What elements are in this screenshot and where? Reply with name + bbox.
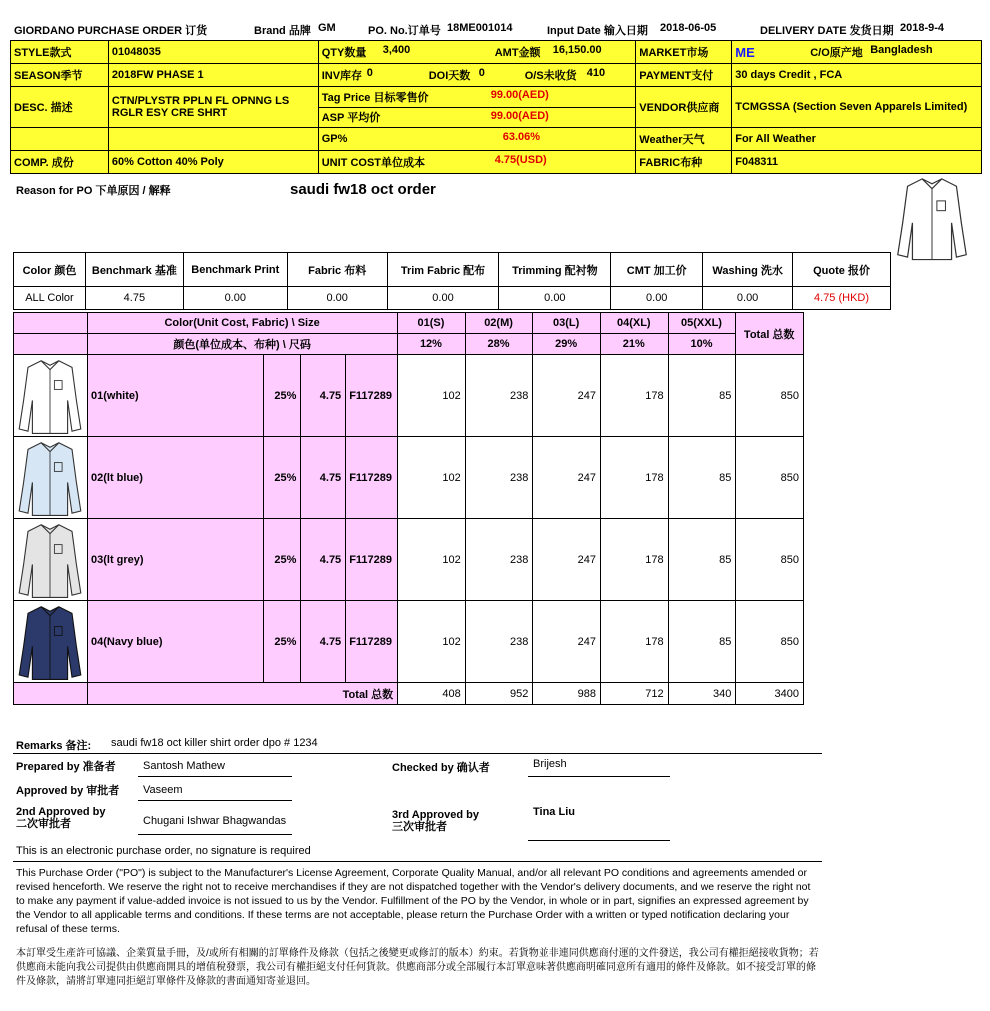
input-date-label: Input Date 输入日期 [547,25,648,37]
swatch-cell [14,437,88,519]
second-approved-label-en: 2nd Approved by [16,806,106,818]
table-row [14,601,804,683]
prepared-value: Santosh Mathew [143,760,225,772]
swatch-cell [14,519,88,601]
desc-value [108,87,318,128]
footer-total: 952 [465,683,533,705]
color-name: 02(lt blue) [88,437,264,519]
doi-label: DOI天数 [428,70,471,82]
second-approved-label [16,806,105,830]
market-label: MARKET市场 [636,41,732,64]
size-header: 04(XL) [600,313,668,334]
benchmark-header: Benchmark Print [183,253,287,287]
payment-label: PAYMENT支付 [636,64,732,87]
reason-value: saudi fw18 oct order [290,181,436,198]
tag-price-cell [318,87,636,108]
benchmark-header: Benchmark 基准 [85,253,183,287]
unit-cost-cell [318,151,636,174]
tag-price-value: 99.00(AED) [490,89,549,101]
benchmark-header: Fabric 布料 [287,253,387,287]
style-value: 01048035 [108,41,318,64]
benchmark-header: Washing 洗水 [703,253,793,287]
brand-value: GM [318,22,336,34]
qty-cell: 85 [668,519,736,601]
remarks-value: saudi fw18 oct killer shirt order dpo # 1234 [111,737,318,749]
qty-cell: 247 [533,601,601,683]
unit-cost-label: UNIT COST单位成本 [321,157,425,169]
color-name: 04(Navy blue) [88,601,264,683]
qty-cell: 247 [533,519,601,601]
color-fabric: F117289 [346,437,398,519]
asp-value: 99.00(AED) [490,109,549,122]
row-total: 850 [736,601,804,683]
os-label: O/S未收货 [524,70,577,82]
vendor-label: VENDOR供应商 [636,87,732,128]
gp-value: 63.06% [502,131,541,143]
benchmark-cell: 0.00 [387,287,499,310]
delivery-date-label: DELIVERY DATE 发货日期 [760,25,894,37]
terms-chinese: 本訂單受生產許可協議、企業質量手冊，及/或所有相關的訂單條件及條款（包括之後變更或修訂的版本）約束。若貨物並非連同供應商付運的文件發送，我公司有權拒絕接收貨物；若供應商未能向我公司提供由供應商開具的增值稅發票，我公司有權拒絕支付任何貨款。供應商部分或全部履行本訂單意味著供應商明確同意所有適用的條件及條款。如不接受訂單的條件及條款，請將訂單連同拒絕訂單條件及條款的書面通知寄並退回。 [16,948,819,987]
benchmark-cell: 4.75 [85,287,183,310]
signature-line [528,776,670,777]
color-cost: 4.75 [301,437,346,519]
qty-cell: 102 [398,601,466,683]
approved-value: Vaseem [143,784,183,796]
qty-cell: 102 [398,355,466,437]
size-header: 01(S) [398,313,466,334]
qty-cell: 102 [398,519,466,601]
asp-cell [318,107,636,128]
benchmark-header: Quote 报价 [793,253,891,287]
benchmark-cell: 0.00 [287,287,387,310]
brand-label: Brand 品牌 [254,25,311,37]
benchmark-value-row [14,287,891,310]
benchmark-header: Trimming 配衬物 [499,253,611,287]
po-info-table [10,40,982,174]
benchmark-cell: ALL Color [14,287,86,310]
qty-cell: 178 [600,601,668,683]
qty-cell: 247 [533,437,601,519]
size-header: 02(M) [465,313,533,334]
color-cost: 4.75 [301,601,346,683]
divider [13,753,822,754]
size-ratio: 21% [600,334,668,355]
desc-label: DESC. 描述 [11,87,109,128]
swatch-cell [14,601,88,683]
fabric-label: FABRIC布种 [636,151,732,174]
season-label: SEASON季节 [11,64,109,87]
fabric-value: F048311 [732,151,982,174]
table-row [14,437,804,519]
benchmark-header-row [14,253,891,287]
shirt-swatch-image [17,356,83,436]
size-breakdown-table [13,312,804,705]
footer-total-label: Total 总数 [88,683,398,705]
benchmark-table [13,252,891,310]
qty-cell: 178 [600,355,668,437]
approved-label: Approved by 审批者 [16,785,120,797]
unit-cost-value: 4.75(USD) [494,154,547,166]
benchmark-cell: 0.00 [499,287,611,310]
color-fabric: F117289 [346,355,398,437]
vendor-value: TCMGSSA (Section Seven Apparels Limited) [732,87,982,128]
size-ratio: 10% [668,334,736,355]
benchmark-cell: 0.00 [611,287,703,310]
qty-amt-cell [318,41,636,64]
table-row [14,519,804,601]
size-ratio: 29% [533,334,601,355]
size-ratio: 12% [398,334,466,355]
qty-cell: 178 [600,519,668,601]
weather-value: For All Weather [732,128,982,151]
color-cost: 4.75 [301,519,346,601]
signature-line [138,834,292,835]
qty-cell: 238 [465,355,533,437]
qty-cell: 102 [398,437,466,519]
origin-value: Bangladesh [870,44,933,56]
quote-cell: 4.75 (HKD) [793,287,891,310]
checked-label: Checked by 确认者 [392,762,490,774]
delivery-date: 2018-9-4 [900,22,945,34]
divider [13,861,822,862]
size-table-head-line2: 颜色(单位成本、布种) \ 尺码 [88,334,398,355]
table-row [14,355,804,437]
style-label: STYLE款式 [11,41,109,64]
shirt-sketch-image [893,174,971,262]
checked-value: Brijesh [533,758,567,770]
signature-line [138,776,292,777]
color-fabric: F117289 [346,601,398,683]
second-approved-value: Chugani Ishwar Bhagwandas [143,815,287,827]
size-header: 05(XXL) [668,313,736,334]
third-approved-label-en: 3rd Approved by [392,809,479,821]
gp-label: GP% [321,133,348,145]
footer-total: 340 [668,683,736,705]
color-pct: 25% [263,601,301,683]
benchmark-header: CMT 加工价 [611,253,703,287]
color-name: 01(white) [88,355,264,437]
amt-value: 16,150.00 [552,44,602,56]
comp-value: 60% Cotton 40% Poly [108,151,318,174]
payment-value: 30 days Credit , FCA [732,64,982,87]
os-value: 410 [586,67,606,79]
color-name: 03(lt grey) [88,519,264,601]
inv-cell [318,64,636,87]
qty-cell: 238 [465,519,533,601]
size-table-total-row [14,683,804,705]
asp-label: ASP 平均价 [321,112,381,125]
terms-english: This Purchase Order ("PO") is subject to the Manufacturer's License Agreement, Corporate Quality Manual, and/or all relevant PO conditions and agreements amended or revised henceforth. We reserve the right not to receive merchandises if they are not dispatched together with the Vendor's delivery documents, and we reserve the right not to make any payment if value-added invoice is not issued to us by the Vendor. Fulfillment of the PO by the Vendor, in whole or in part, signifies an expressed agreement by the Vendor to all applicable terms and conditions. If these terms are not acceptable, please return the Purchase Order with a written or typed notification declaring your refusal of these terms. [16,867,811,935]
tag-price-label: Tag Price 目标零售价 [321,91,429,104]
benchmark-header: Trim Fabric 配布 [387,253,499,287]
row-total: 850 [736,355,804,437]
benchmark-cell: 0.00 [183,287,287,310]
second-approved-label-cn: 二次审批者 [16,818,71,830]
season-value: 2018FW PHASE 1 [108,64,318,87]
qty-cell: 85 [668,601,736,683]
color-pct: 25% [263,437,301,519]
qty-cell: 238 [465,601,533,683]
qty-cell: 247 [533,355,601,437]
signature-line [138,800,292,801]
qty-cell: 85 [668,355,736,437]
po-number: 18ME001014 [447,22,513,34]
third-approved-label [392,809,479,833]
inv-value: 0 [366,67,373,79]
footer-total: 988 [533,683,601,705]
total-header: Total 总数 [736,313,804,355]
weather-label: Weather天气 [636,128,732,151]
benchmark-cell: 0.00 [703,287,793,310]
desc-line2: RGLR ESY CRE SHRT [111,107,228,119]
market-origin-cell [732,41,982,64]
color-cost: 4.75 [301,355,346,437]
po-number-label: PO. No.订单号 [368,25,441,37]
size-ratio: 28% [465,334,533,355]
prepared-label: Prepared by 准备者 [16,761,116,773]
gp-cell [318,128,636,151]
benchmark-header: Color 颜色 [14,253,86,287]
qty-cell: 178 [600,437,668,519]
color-pct: 25% [263,519,301,601]
amt-label: AMT金额 [494,47,541,59]
row-total: 850 [736,437,804,519]
doi-value: 0 [478,67,485,79]
footer-total: 408 [398,683,466,705]
shirt-swatch-image [17,520,83,600]
shirt-swatch-image [17,438,83,518]
qty-value: 3,400 [382,44,411,56]
color-pct: 25% [263,355,301,437]
reason-label: Reason for PO 下单原因 / 解释 [16,185,171,197]
input-date: 2018-06-05 [660,22,717,34]
signature-line [528,840,670,841]
third-approved-label-cn: 三次审批者 [392,821,447,833]
qty-label: QTY数量 [321,47,367,59]
color-fabric: F117289 [346,519,398,601]
shirt-swatch-image [17,602,83,682]
third-approved-value: Tina Liu [533,806,575,818]
remarks-label: Remarks 备注: [16,740,92,752]
row-total: 850 [736,519,804,601]
qty-cell: 85 [668,437,736,519]
footer-grand-total: 3400 [736,683,804,705]
market-value: ME [735,44,755,60]
qty-cell: 238 [465,437,533,519]
desc-line1: CTN/PLYSTR PPLN FL OPNNG LS [111,95,290,107]
footer-total: 712 [600,683,668,705]
origin-label: C/O原产地 [810,47,863,59]
size-table-head-line1: Color(Unit Cost, Fabric) \ Size [88,313,398,334]
swatch-cell [14,355,88,437]
electronic-note: This is an electronic purchase order, no signature is required [16,845,311,857]
comp-label: COMP. 成份 [11,151,109,174]
po-title: GIORDANO PURCHASE ORDER 订货 [14,25,208,37]
size-header: 03(L) [533,313,601,334]
inv-label: INV库存 [321,70,363,82]
